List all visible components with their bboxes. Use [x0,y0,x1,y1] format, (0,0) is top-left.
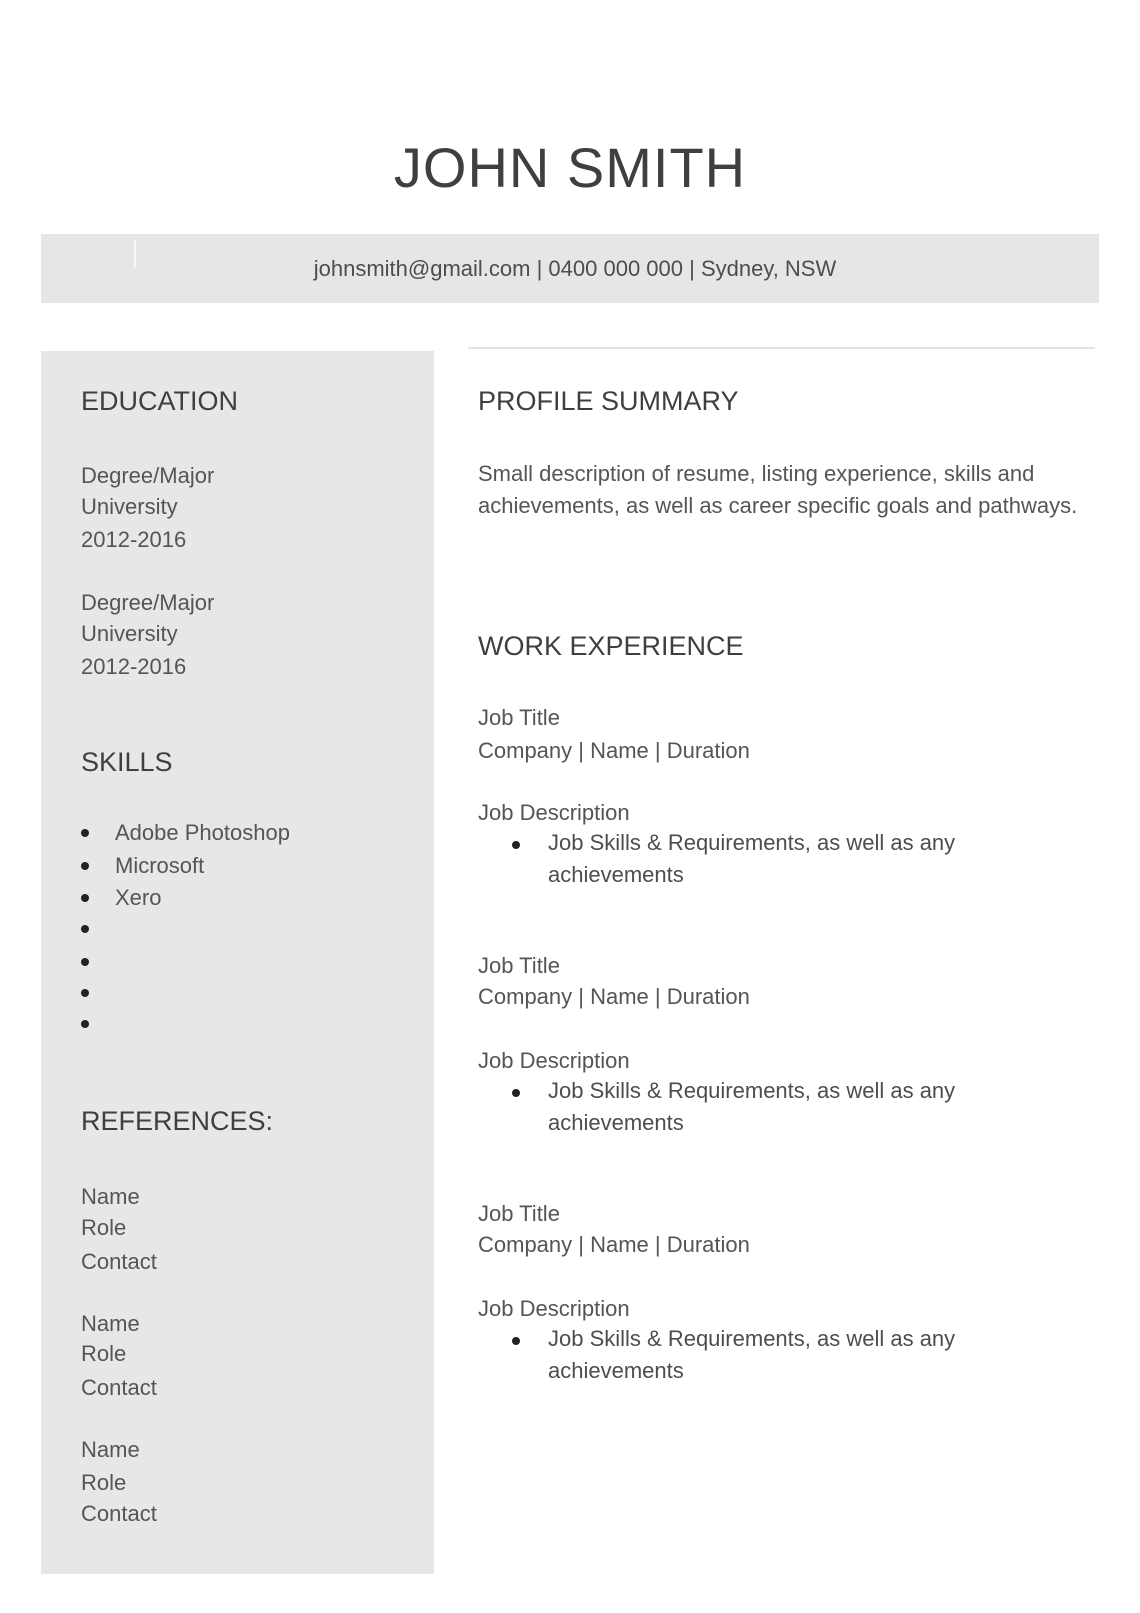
job-bullet-dot [512,841,520,849]
reference-contact: Contact [81,1501,157,1526]
education-years: 2012-2016 [81,654,187,679]
skill-bullet [81,862,89,870]
job-bullet-text: Job Skills & Requirements, as well as any achievements [548,1326,956,1383]
education-university: University [81,494,178,519]
reference-name: Name [81,1184,140,1209]
reference-role: Role [81,1341,127,1366]
skill-bullet [81,989,89,997]
education-title: EDUCATION [81,386,239,416]
job-description-label: Job Description [478,1048,630,1073]
skill-bullet [81,829,89,837]
profile-title: PROFILE SUMMARY [478,386,739,416]
reference-name: Name [81,1437,140,1462]
section-divider [468,347,1095,349]
job-bullet-text: Job Skills & Requirements, as well as any achievements [548,830,956,887]
profile-summary-text: Small description of resume, listing experience, skills and achievements, as well as career specific goals and pathways. [478,461,1078,518]
job-title: Job Title [478,953,560,978]
skill-item: Xero [115,885,162,910]
work-experience-title: WORK EXPERIENCE [478,631,744,661]
skill-item: Adobe Photoshop [115,820,290,845]
job-company: Company | Name | Duration [478,738,750,763]
job-bullet-dot [512,1089,520,1097]
resume-name-heading: JOHN SMITH [393,136,747,199]
education-degree: Degree/Major [81,463,215,488]
job-description-label: Job Description [478,1296,630,1321]
job-bullet-dot [512,1337,520,1345]
reference-role: Role [81,1470,127,1495]
job-title: Job Title [478,1201,560,1226]
skill-bullet [81,894,89,902]
reference-role: Role [81,1215,127,1240]
references-title: REFERENCES: [81,1106,274,1136]
skill-bullet [81,925,89,933]
job-bullet-text: Job Skills & Requirements, as well as any achievements [548,1078,956,1135]
job-title: Job Title [478,705,560,730]
reference-contact: Contact [81,1375,157,1400]
education-years: 2012-2016 [81,527,187,552]
reference-name: Name [81,1311,140,1336]
skill-bullet [81,958,89,966]
contact-bar-tick [134,240,136,268]
job-description-label: Job Description [478,800,630,825]
contact-info: johnsmith@gmail.com | 0400 000 000 | Sydney, NSW [313,255,837,281]
job-company: Company | Name | Duration [478,1232,750,1257]
skills-title: SKILLS [81,747,173,777]
reference-contact: Contact [81,1249,157,1274]
education-degree: Degree/Major [81,590,215,615]
education-university: University [81,621,178,646]
skill-item: Microsoft [115,853,205,878]
job-company: Company | Name | Duration [478,984,750,1009]
skill-bullet [81,1020,89,1028]
contact-bar [41,234,1099,303]
